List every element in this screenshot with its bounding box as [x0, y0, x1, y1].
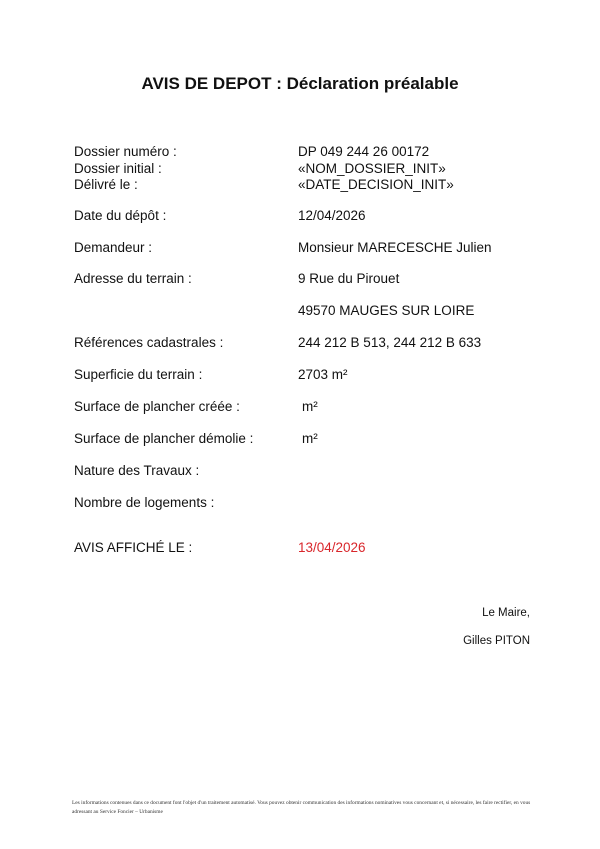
avis-affiche-label: AVIS AFFICHÉ LE :	[74, 540, 193, 555]
delivre-le-value: «DATE_DECISION_INIT»	[298, 177, 454, 192]
surface-demolie-label: Surface de plancher démolie :	[74, 431, 254, 446]
signature-role: Le Maire,	[482, 607, 530, 619]
adresse-label: Adresse du terrain :	[74, 271, 192, 286]
dossier-initial-label: Dossier initial :	[74, 161, 162, 176]
signature-name: Gilles PITON	[463, 635, 530, 647]
adresse-line1: 9 Rue du Pirouet	[298, 271, 400, 286]
references-value: 244 212 B 513, 244 212 B 633	[298, 335, 482, 350]
surface-demolie-value: m²	[302, 431, 318, 446]
superficie-value: 2703 m²	[298, 367, 348, 382]
dossier-numero-value: DP 049 244 26 00172	[298, 144, 430, 159]
surface-creee-label: Surface de plancher créée :	[74, 399, 240, 414]
delivre-le-label: Délivré le :	[74, 177, 138, 192]
demandeur-value: Monsieur MARECESCHE Julien	[298, 240, 492, 255]
adresse-line2: 49570 MAUGES SUR LOIRE	[298, 303, 475, 318]
avis-affiche-date: 13/04/2026	[298, 540, 366, 555]
references-label: Références cadastrales :	[74, 335, 224, 350]
dossier-initial-value: «NOM_DOSSIER_INIT»	[298, 161, 446, 176]
dossier-numero-label: Dossier numéro :	[74, 144, 177, 159]
surface-creee-value: m²	[302, 399, 318, 414]
date-depot-value: 12/04/2026	[298, 208, 366, 223]
demandeur-label: Demandeur :	[74, 240, 153, 255]
date-depot-label: Date du dépôt :	[74, 208, 167, 223]
superficie-label: Superficie du terrain :	[74, 367, 203, 382]
footer-notice: Les informations contenues dans ce document font l'objet d'un traitement automatisé. Vous pouvez obtenir communication des informations nominatives vous concernant et, si nécessaire, les faire rectifier, en vous adressant au Service Foncier – Urbanisme	[72, 800, 531, 815]
page-title: AVIS DE DEPOT : Déclaration préalable	[141, 74, 459, 93]
nature-travaux-label: Nature des Travaux :	[74, 463, 200, 478]
nombre-logements-label: Nombre de logements :	[74, 495, 215, 510]
